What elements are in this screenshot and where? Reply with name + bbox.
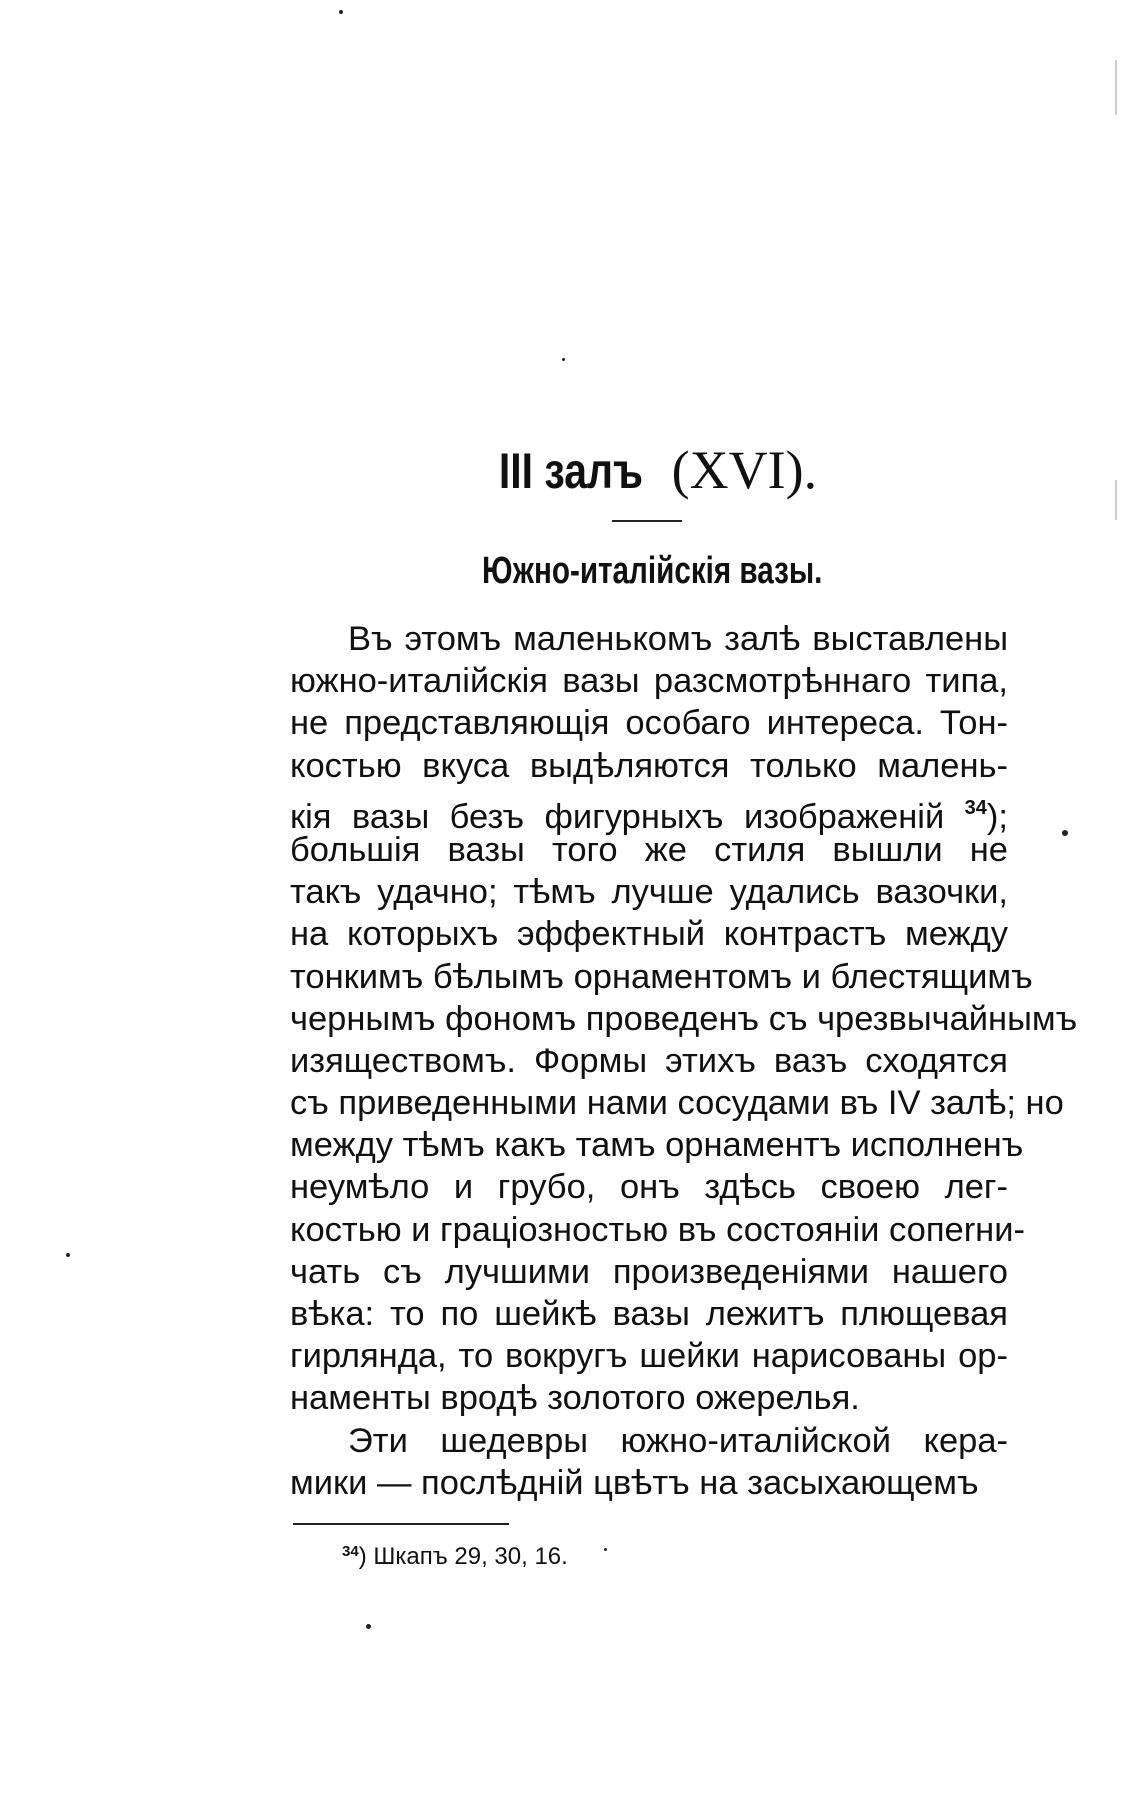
page-edge-shadow [1115, 480, 1117, 520]
scan-speck [66, 1253, 70, 1257]
scan-speck [562, 358, 565, 361]
text-line: Эти шедевры южно-италійской кера- [348, 1421, 1008, 1460]
text-line: большія вазы того же стиля вышли не [290, 830, 1008, 869]
text-line: не представляющія особаго интереса. Тон- [290, 704, 1008, 743]
footnote-marker: 34 [342, 1543, 359, 1560]
scan-speck [366, 1624, 371, 1629]
scan-speck [1062, 830, 1068, 836]
chapter-heading-number: III залъ [498, 443, 643, 499]
text-line: съ приведенными нами сосудами въ IV залѣ; но [290, 1084, 1064, 1123]
page-edge-shadow [1115, 60, 1117, 115]
text-line: чать съ лучшими произведеніями нашего [290, 1252, 1008, 1291]
text-line: неумѣло и грубо, онъ здѣсь своею лег- [290, 1168, 1008, 1207]
text-line: южно-италійскія вазы разсмотрѣннаго типа, [290, 662, 1008, 701]
footnote-divider [293, 1523, 509, 1525]
text-fragment: кія вазы безъ фигурныхъ изображеній [290, 797, 965, 836]
text-line: вѣка: то по шейкѣ вазы лежитъ плющевая [290, 1295, 1008, 1333]
text-line: тонкимъ бѣлымъ орнаментомъ и блестящимъ [290, 957, 1033, 996]
footnote-reference: 34 [964, 796, 987, 819]
text-line: костью и граціозностью въ состояніи сопerни- [290, 1210, 1025, 1249]
footnote-text: ) Шкапъ 29, 30, 16. [358, 1543, 568, 1570]
chapter-heading [290, 440, 1010, 502]
text-line [290, 787, 1008, 836]
text-line: наменты вродѣ золотого ожерелья. [290, 1379, 860, 1418]
body-text [290, 618, 1078, 1504]
text-line: чернымъ фономъ проведенъ съ чрезвычайнымъ [290, 999, 1078, 1038]
scan-speck [339, 10, 343, 14]
scan-speck [604, 1548, 607, 1551]
text-line: костью вкуса выдѣляются только малень- [290, 746, 1008, 785]
text-line: Въ этомъ маленькомъ залѣ выставлены [348, 620, 1008, 658]
footnote [342, 1537, 568, 1572]
heading-divider [612, 520, 682, 522]
text-line: между тѣмъ какъ тамъ орнаментъ исполненъ [290, 1126, 1024, 1165]
text-line: такъ удачно; тѣмъ лучше удались вазочки, [290, 873, 1008, 912]
text-fragment: ); [986, 797, 1008, 836]
section-subheading: Южно-италійскія вазы. [482, 550, 823, 592]
text-line: на которыхъ эффектный контрастъ между [290, 915, 1008, 954]
text-line: мики — послѣдній цвѣтъ на засыхающемъ [290, 1463, 979, 1502]
text-line: гирлянда, то вокругъ шейки нарисованы ор- [290, 1337, 1008, 1376]
chapter-heading-roman: (XVI). [671, 440, 818, 500]
text-line: изяществомъ. Формы этихъ вазъ сходятся [290, 1041, 1008, 1080]
